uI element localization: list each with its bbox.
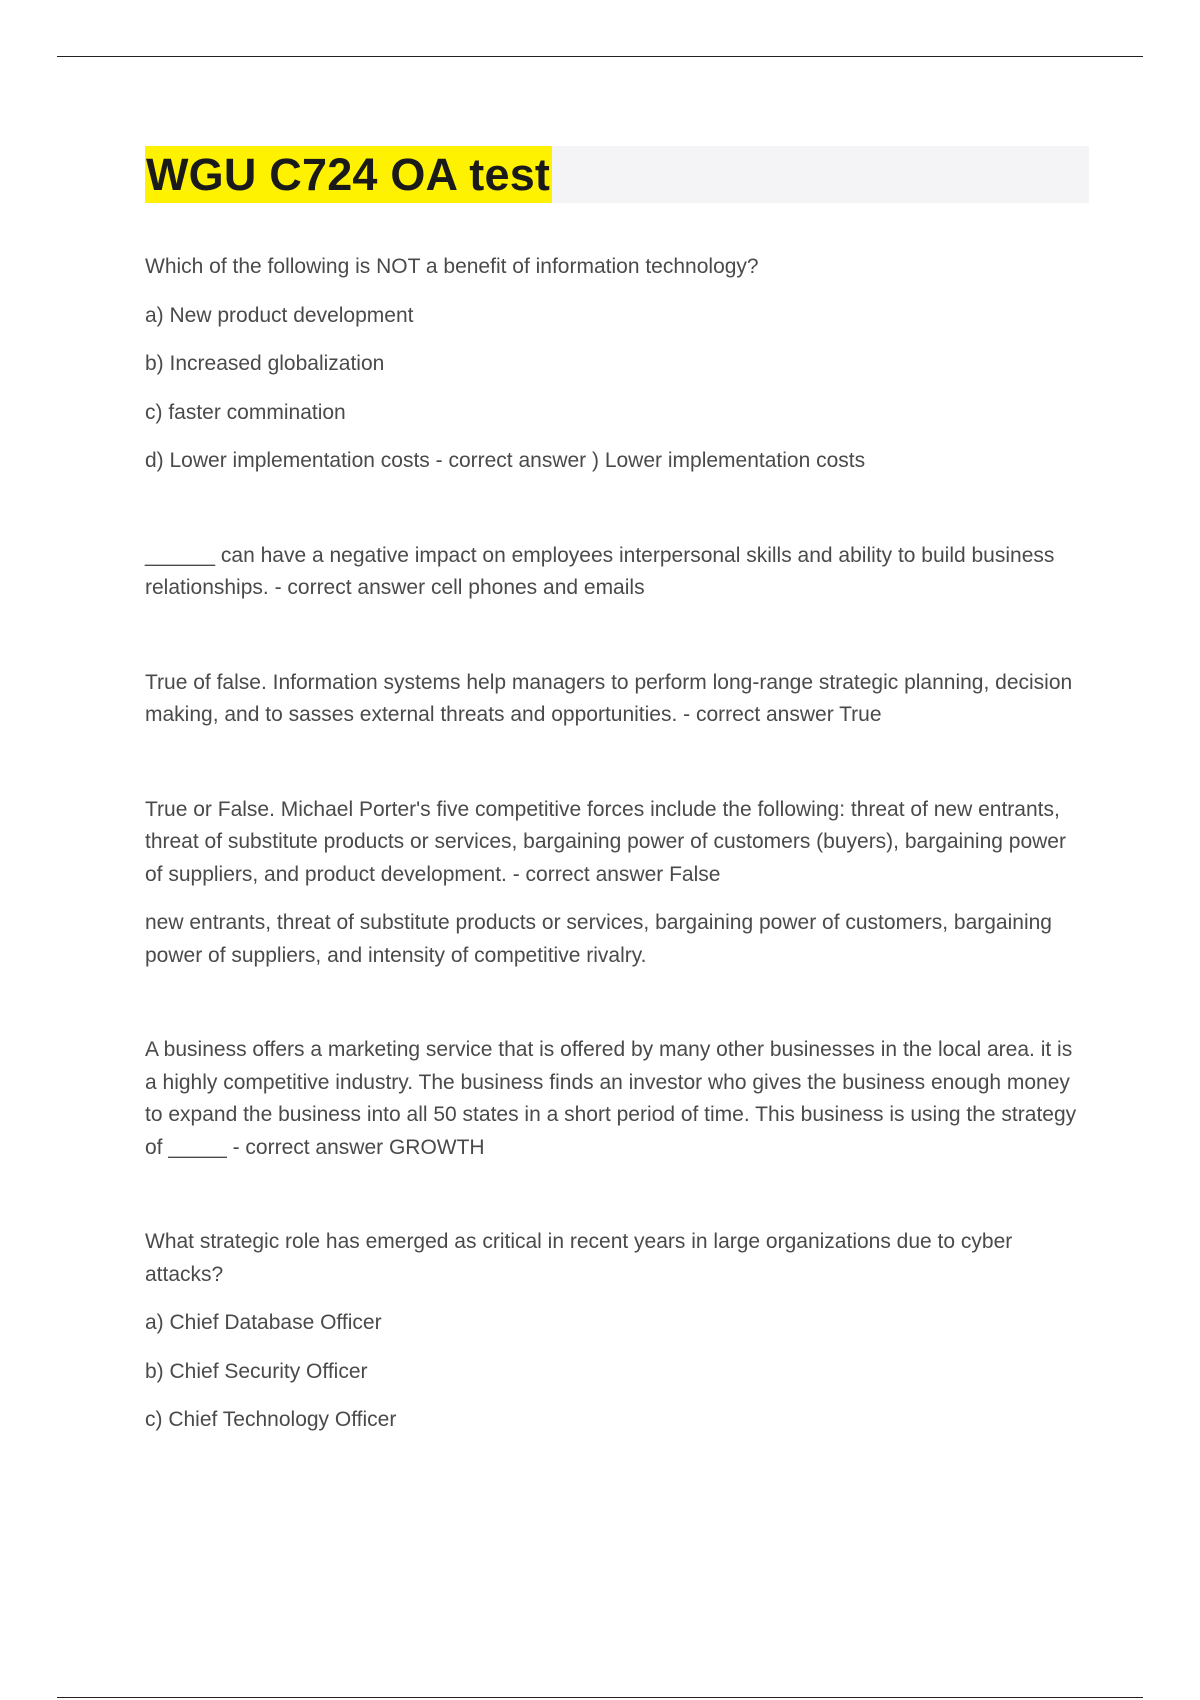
question-1-option-d: d) Lower implementation costs - correct answer ) Lower implementation costs bbox=[145, 449, 866, 472]
question-1-option-b: b) Increased globalization bbox=[145, 352, 385, 375]
question-4-explanation: new entrants, threat of substitute products or services, bargaining power of customers, bargaining power of suppliers, and intensity of competitive rivalry. bbox=[145, 911, 1052, 967]
question-6-option-c: c) Chief Technology Officer bbox=[145, 1408, 397, 1431]
question-6-option-a: a) Chief Database Officer bbox=[145, 1311, 382, 1334]
document-title: WGU C724 OA test bbox=[145, 146, 552, 203]
title-band bbox=[145, 146, 1089, 203]
question-4-text: True or False. Michael Porter's five competitive forces include the following: threat of new entrants, threat of substitute products or services, bargaining power of customers (buyers), bargaining power of suppliers, and product development. - correct answer False bbox=[145, 797, 1066, 886]
question-3-text: True of false. Information systems help managers to perform long-range strategic planning, decision making, and to sasses external threats and opportunities. - correct answer True bbox=[145, 670, 1073, 726]
bottom-rule bbox=[57, 1697, 1143, 1698]
question-1-option-c: c) faster commination bbox=[145, 400, 346, 424]
question-6-option-b: b) Chief Security Officer bbox=[145, 1359, 368, 1383]
question-5-text: A business offers a marketing service that is offered by many other businesses in the local area. it is a highly competitive industry. The business finds an investor who gives the business enough money to expand the business into all 50 states in a short period of time. This business is using the strategy of _____ - correct answer GROWTH bbox=[145, 1038, 1077, 1159]
question-6-text: What strategic role has emerged as critical in recent years in large organizations due to cyber attacks? bbox=[145, 1230, 1013, 1286]
question-1-text: Which of the following is NOT a benefit of information technology? bbox=[145, 255, 759, 278]
question-2-text: ______ can have a negative impact on employees interpersonal skills and ability to build business relationships. - correct answer cell phones and emails bbox=[145, 543, 1055, 599]
document-body bbox=[145, 146, 1089, 1437]
top-rule bbox=[57, 56, 1143, 57]
question-1-option-a: a) New product development bbox=[145, 303, 414, 327]
